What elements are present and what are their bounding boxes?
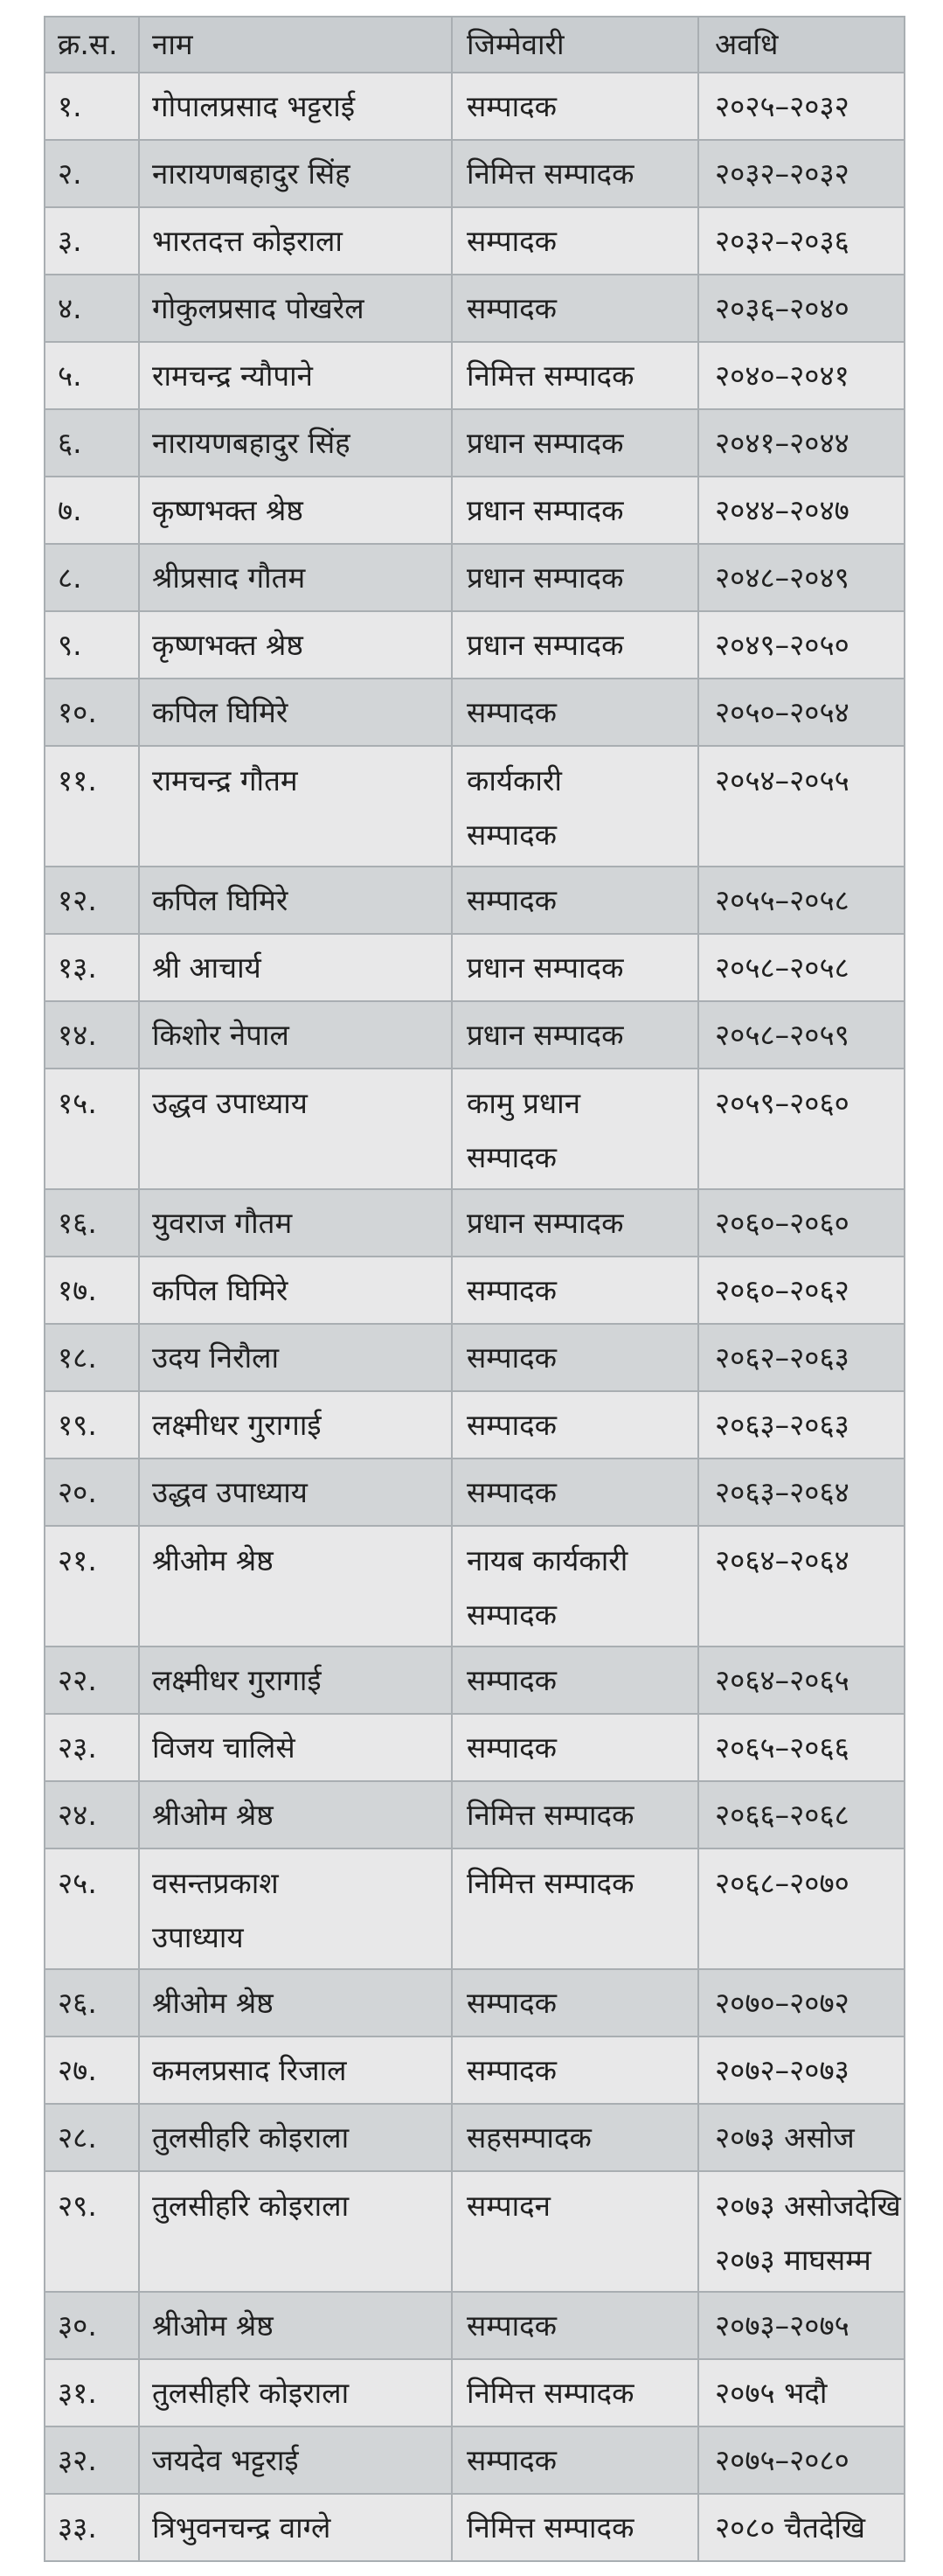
table-row bbox=[45, 140, 905, 207]
cell-line: २०६४–२०६५ bbox=[715, 1662, 849, 1697]
table-row bbox=[45, 275, 905, 342]
serial-cell: ९. bbox=[45, 611, 139, 679]
responsibility-cell bbox=[452, 409, 698, 477]
cell-line: सम्पादक bbox=[467, 1407, 557, 1442]
cell-line: २०८० चैतदेखि bbox=[715, 2510, 865, 2545]
table-row bbox=[45, 73, 905, 140]
table-row bbox=[45, 2104, 905, 2171]
cell-line: निमित्त सम्पादक bbox=[467, 1866, 634, 1900]
table-row bbox=[45, 342, 905, 409]
name-cell bbox=[139, 207, 452, 275]
serial-cell: २६. bbox=[45, 1969, 139, 2036]
header-row bbox=[45, 17, 905, 73]
cell-line: सम्पादक bbox=[467, 223, 557, 258]
name-cell bbox=[139, 1848, 452, 1969]
table-row bbox=[45, 679, 905, 746]
serial-cell: ६. bbox=[45, 409, 139, 477]
cell-line: कृष्णभक्त श्रेष्ठ bbox=[152, 492, 303, 527]
table-row bbox=[45, 2426, 905, 2494]
period-cell bbox=[698, 275, 905, 342]
cell-line: २०७३ असोजदेखि bbox=[715, 2189, 901, 2223]
period-cell bbox=[698, 1848, 905, 1969]
cell-line: तुलसीहरि कोइराला bbox=[152, 2189, 350, 2223]
name-cell bbox=[139, 1324, 452, 1391]
cell-line: गोपालप्रसाद भट्टराई bbox=[152, 88, 356, 123]
period-cell bbox=[698, 207, 905, 275]
name-cell bbox=[139, 409, 452, 477]
cell-line: २०६०–२०६२ bbox=[715, 1272, 849, 1307]
responsibility-cell bbox=[452, 1969, 698, 2036]
table-row bbox=[45, 1257, 905, 1324]
cell-line: प्रधान सम्पादक bbox=[467, 560, 624, 595]
cell-line: कपिल घिमिरे bbox=[152, 694, 288, 729]
period-cell bbox=[698, 140, 905, 207]
cell-line: २०३६–२०४० bbox=[715, 290, 849, 325]
responsibility-cell bbox=[452, 342, 698, 409]
cell-line: भारतदत्त कोइराला bbox=[152, 223, 343, 258]
cell-line: सम्पादन bbox=[467, 2189, 551, 2223]
serial-cell: २२. bbox=[45, 1647, 139, 1714]
cell-line: २०६५–२०६६ bbox=[715, 1730, 849, 1765]
period-cell bbox=[698, 2426, 905, 2494]
serial-cell: २५. bbox=[45, 1848, 139, 1969]
table-row bbox=[45, 544, 905, 611]
cell-line: निमित्त सम्पादक bbox=[467, 2510, 634, 2545]
serial-cell: ३३. bbox=[45, 2494, 139, 2561]
serial-cell: १७. bbox=[45, 1257, 139, 1324]
cell-line: २०६३–२०६४ bbox=[715, 1474, 849, 1509]
responsibility-cell bbox=[452, 2426, 698, 2494]
name-cell bbox=[139, 2292, 452, 2359]
name-cell bbox=[139, 1526, 452, 1647]
cell-line: प्रधान सम्पादक bbox=[467, 627, 624, 662]
period-cell bbox=[698, 1781, 905, 1848]
cell-line: उपाध्याय bbox=[152, 1920, 244, 1954]
cell-line: सम्पादक bbox=[467, 2308, 557, 2343]
responsibility-cell bbox=[452, 1069, 698, 1189]
cell-line: जयदेव भट्टराई bbox=[152, 2442, 299, 2477]
responsibility-cell bbox=[452, 2494, 698, 2561]
responsibility-cell bbox=[452, 2036, 698, 2104]
responsibility-cell bbox=[452, 1714, 698, 1781]
cell-line: किशोर नेपाल bbox=[152, 1017, 289, 1052]
table-row bbox=[45, 477, 905, 544]
header-period: अवधि bbox=[698, 17, 905, 73]
cell-line: श्रीओम श्रेष्ठ bbox=[152, 2308, 274, 2343]
name-cell bbox=[139, 1001, 452, 1069]
cell-line: रामचन्द्र गौतम bbox=[152, 763, 298, 797]
period-cell bbox=[698, 1459, 905, 1526]
cell-line: त्रिभुवनचन्द्र वाग्ले bbox=[152, 2510, 331, 2545]
cell-line: कमलप्रसाद रिजाल bbox=[152, 2052, 347, 2087]
serial-cell: ३०. bbox=[45, 2292, 139, 2359]
cell-line: २०७३ माघसम्म bbox=[715, 2243, 871, 2277]
cell-line: २०६३–२०६३ bbox=[715, 1407, 849, 1442]
serial-cell: १८. bbox=[45, 1324, 139, 1391]
responsibility-cell bbox=[452, 477, 698, 544]
cell-line: कृष्णभक्त श्रेष्ठ bbox=[152, 627, 303, 662]
cell-line: २०२५–२०३२ bbox=[715, 88, 849, 123]
cell-line: श्रीप्रसाद गौतम bbox=[152, 560, 306, 595]
responsibility-cell bbox=[452, 1001, 698, 1069]
cell-line: सम्पादक bbox=[467, 882, 557, 917]
cell-line: २०५०–२०५४ bbox=[715, 694, 849, 729]
serial-cell: ४. bbox=[45, 275, 139, 342]
cell-line: सम्पादक bbox=[467, 1598, 557, 1632]
responsibility-cell bbox=[452, 1647, 698, 1714]
cell-line: प्रधान सम्पादक bbox=[467, 1017, 624, 1052]
period-cell bbox=[698, 1069, 905, 1189]
cell-line: कपिल घिमिरे bbox=[152, 882, 288, 917]
responsibility-cell bbox=[452, 1257, 698, 1324]
serial-cell: १९. bbox=[45, 1391, 139, 1459]
cell-line: २०५९–२०६० bbox=[715, 1086, 849, 1120]
serial-cell: २९. bbox=[45, 2171, 139, 2292]
responsibility-cell bbox=[452, 207, 698, 275]
name-cell bbox=[139, 1189, 452, 1257]
period-cell bbox=[698, 544, 905, 611]
serial-cell: ३. bbox=[45, 207, 139, 275]
responsibility-cell bbox=[452, 2171, 698, 2292]
cell-line: २०६४–२०६४ bbox=[715, 1543, 849, 1577]
table-row bbox=[45, 1069, 905, 1189]
name-cell bbox=[139, 611, 452, 679]
table-row bbox=[45, 1001, 905, 1069]
cell-line: २०७५ भदौ bbox=[715, 2375, 828, 2410]
responsibility-cell bbox=[452, 611, 698, 679]
cell-line: युवराज गौतम bbox=[152, 1205, 293, 1240]
table-row bbox=[45, 2036, 905, 2104]
cell-line: २०७३–२०७५ bbox=[715, 2308, 849, 2343]
cell-line: लक्ष्मीधर गुरागाई bbox=[152, 1662, 322, 1697]
cell-line: सम्पादक bbox=[467, 2052, 557, 2087]
cell-line: निमित्त सम्पादक bbox=[467, 358, 634, 393]
table-row bbox=[45, 1459, 905, 1526]
cell-line: सम्पादक bbox=[467, 290, 557, 325]
serial-cell: १२. bbox=[45, 867, 139, 934]
responsibility-cell bbox=[452, 746, 698, 867]
cell-line: नारायणबहादुर सिंह bbox=[152, 156, 350, 191]
responsibility-cell bbox=[452, 140, 698, 207]
cell-line: वसन्तप्रकाश bbox=[152, 1866, 279, 1900]
cell-line: तुलसीहरि कोइराला bbox=[152, 2120, 350, 2155]
cell-line: २०४०–२०४१ bbox=[715, 358, 849, 393]
serial-cell: २७. bbox=[45, 2036, 139, 2104]
cell-line: २०७५–२०८० bbox=[715, 2442, 849, 2477]
serial-cell: १६. bbox=[45, 1189, 139, 1257]
cell-line: कार्यकारी bbox=[467, 763, 562, 797]
name-cell bbox=[139, 1714, 452, 1781]
table-row bbox=[45, 1781, 905, 1848]
cell-line: २०४१–२०४४ bbox=[715, 425, 849, 460]
cell-line: सम्पादक bbox=[467, 1730, 557, 1765]
serial-cell: २०. bbox=[45, 1459, 139, 1526]
name-cell bbox=[139, 746, 452, 867]
responsibility-cell bbox=[452, 1526, 698, 1647]
cell-line: प्रधान सम्पादक bbox=[467, 1205, 624, 1240]
table-row bbox=[45, 1391, 905, 1459]
table-row bbox=[45, 1969, 905, 2036]
table-row bbox=[45, 1647, 905, 1714]
cell-line: कपिल घिमिरे bbox=[152, 1272, 288, 1307]
editors-table bbox=[44, 16, 905, 2562]
table-row bbox=[45, 1714, 905, 1781]
responsibility-cell bbox=[452, 679, 698, 746]
table-row bbox=[45, 207, 905, 275]
table-body bbox=[45, 17, 905, 2561]
cell-line: सम्पादक bbox=[467, 1662, 557, 1697]
serial-cell: ११. bbox=[45, 746, 139, 867]
cell-line: लक्ष्मीधर गुरागाई bbox=[152, 1407, 322, 1442]
serial-cell: ३१. bbox=[45, 2359, 139, 2426]
period-cell bbox=[698, 1526, 905, 1647]
responsibility-cell bbox=[452, 934, 698, 1001]
period-cell bbox=[698, 2359, 905, 2426]
period-cell bbox=[698, 1391, 905, 1459]
responsibility-cell bbox=[452, 2359, 698, 2426]
responsibility-cell bbox=[452, 73, 698, 140]
responsibility-cell bbox=[452, 2104, 698, 2171]
serial-cell: १४. bbox=[45, 1001, 139, 1069]
responsibility-cell bbox=[452, 1189, 698, 1257]
period-cell bbox=[698, 477, 905, 544]
responsibility-cell bbox=[452, 2292, 698, 2359]
table-row bbox=[45, 1189, 905, 1257]
table-row bbox=[45, 1526, 905, 1647]
responsibility-cell bbox=[452, 1459, 698, 1526]
responsibility-cell bbox=[452, 1781, 698, 1848]
period-cell bbox=[698, 1714, 905, 1781]
cell-line: २०६८–२०७० bbox=[715, 1866, 849, 1900]
period-cell bbox=[698, 2292, 905, 2359]
name-cell bbox=[139, 679, 452, 746]
table-row bbox=[45, 2171, 905, 2292]
cell-line: श्रीओम श्रेष्ठ bbox=[152, 1985, 274, 2020]
serial-cell: २४. bbox=[45, 1781, 139, 1848]
table-row bbox=[45, 2359, 905, 2426]
period-cell bbox=[698, 409, 905, 477]
name-cell bbox=[139, 1459, 452, 1526]
period-cell bbox=[698, 73, 905, 140]
serial-cell: १५. bbox=[45, 1069, 139, 1189]
period-cell bbox=[698, 679, 905, 746]
cell-line: नायब कार्यकारी bbox=[467, 1543, 628, 1577]
cell-line: सम्पादक bbox=[467, 1474, 557, 1509]
name-cell bbox=[139, 342, 452, 409]
cell-line: उद्धव उपाध्याय bbox=[152, 1086, 308, 1120]
period-cell bbox=[698, 1647, 905, 1714]
table-row bbox=[45, 409, 905, 477]
serial-cell: ३२. bbox=[45, 2426, 139, 2494]
cell-line: २०४८–२०४९ bbox=[715, 560, 849, 595]
cell-line: २०४९–२०५० bbox=[715, 627, 849, 662]
cell-line: उदय निरौला bbox=[152, 1340, 280, 1375]
cell-line: २०७०–२०७२ bbox=[715, 1985, 849, 2020]
period-cell bbox=[698, 2036, 905, 2104]
period-cell bbox=[698, 746, 905, 867]
cell-line: नारायणबहादुर सिंह bbox=[152, 425, 350, 460]
name-cell bbox=[139, 140, 452, 207]
header-name: नाम bbox=[139, 17, 452, 73]
table-row bbox=[45, 867, 905, 934]
table-row bbox=[45, 746, 905, 867]
cell-line: विजय चालिसे bbox=[152, 1730, 295, 1765]
name-cell bbox=[139, 2171, 452, 2292]
cell-line: निमित्त सम्पादक bbox=[467, 1797, 634, 1832]
cell-line: सम्पादक bbox=[467, 1340, 557, 1375]
name-cell bbox=[139, 1257, 452, 1324]
cell-line: सम्पादक bbox=[467, 88, 557, 123]
serial-cell: ७. bbox=[45, 477, 139, 544]
cell-line: श्रीओम श्रेष्ठ bbox=[152, 1543, 274, 1577]
responsibility-cell bbox=[452, 1391, 698, 1459]
name-cell bbox=[139, 934, 452, 1001]
cell-line: २०६६–२०६८ bbox=[715, 1797, 849, 1832]
cell-line: २०६०–२०६० bbox=[715, 1205, 849, 1240]
name-cell bbox=[139, 1647, 452, 1714]
cell-line: २०५८–२०५९ bbox=[715, 1017, 849, 1052]
cell-line: २०५४–२०५५ bbox=[715, 763, 849, 797]
period-cell bbox=[698, 1001, 905, 1069]
name-cell bbox=[139, 1391, 452, 1459]
cell-line: २०५८–२०५८ bbox=[715, 950, 849, 985]
name-cell bbox=[139, 2036, 452, 2104]
serial-cell: २१. bbox=[45, 1526, 139, 1647]
name-cell bbox=[139, 275, 452, 342]
table-row bbox=[45, 2292, 905, 2359]
cell-line: तुलसीहरि कोइराला bbox=[152, 2375, 350, 2410]
cell-line: निमित्त सम्पादक bbox=[467, 2375, 634, 2410]
name-cell bbox=[139, 1969, 452, 2036]
cell-line: २०५५–२०५८ bbox=[715, 882, 849, 917]
cell-line: २०७३ असोज bbox=[715, 2120, 855, 2155]
name-cell bbox=[139, 1069, 452, 1189]
cell-line: २०७२–२०७३ bbox=[715, 2052, 849, 2087]
name-cell bbox=[139, 544, 452, 611]
cell-line: कामु प्रधान bbox=[467, 1086, 581, 1120]
cell-line: प्रधान सम्पादक bbox=[467, 950, 624, 985]
responsibility-cell bbox=[452, 1848, 698, 1969]
cell-line: सम्पादक bbox=[467, 818, 557, 852]
cell-line: सहसम्पादक bbox=[467, 2120, 592, 2155]
responsibility-cell bbox=[452, 867, 698, 934]
name-cell bbox=[139, 2494, 452, 2561]
cell-line: सम्पादक bbox=[467, 1272, 557, 1307]
header-serial: क्र.स. bbox=[45, 17, 139, 73]
period-cell bbox=[698, 1969, 905, 2036]
serial-cell: २. bbox=[45, 140, 139, 207]
cell-line: उद्धव उपाध्याय bbox=[152, 1474, 308, 1509]
cell-line: निमित्त सम्पादक bbox=[467, 156, 634, 191]
cell-line: सम्पादक bbox=[467, 2442, 557, 2477]
period-cell bbox=[698, 1257, 905, 1324]
cell-line: २०३२–२०३६ bbox=[715, 223, 849, 258]
cell-line: श्री आचार्य bbox=[152, 950, 261, 985]
cell-line: सम्पादक bbox=[467, 694, 557, 729]
cell-line: २०३२–२०३२ bbox=[715, 156, 849, 191]
period-cell bbox=[698, 342, 905, 409]
period-cell bbox=[698, 934, 905, 1001]
responsibility-cell bbox=[452, 1324, 698, 1391]
period-cell bbox=[698, 2104, 905, 2171]
name-cell bbox=[139, 73, 452, 140]
responsibility-cell bbox=[452, 544, 698, 611]
name-cell bbox=[139, 1781, 452, 1848]
period-cell bbox=[698, 1324, 905, 1391]
cell-line: प्रधान सम्पादक bbox=[467, 425, 624, 460]
cell-line: प्रधान सम्पादक bbox=[467, 492, 624, 527]
table-row bbox=[45, 1324, 905, 1391]
table-row bbox=[45, 1848, 905, 1969]
name-cell bbox=[139, 477, 452, 544]
serial-cell: १०. bbox=[45, 679, 139, 746]
serial-cell: ५. bbox=[45, 342, 139, 409]
table-row bbox=[45, 2494, 905, 2561]
name-cell bbox=[139, 2104, 452, 2171]
cell-line: गोकुलप्रसाद पोखरेल bbox=[152, 290, 364, 325]
name-cell bbox=[139, 2359, 452, 2426]
table-row bbox=[45, 611, 905, 679]
name-cell bbox=[139, 2426, 452, 2494]
serial-cell: १३. bbox=[45, 934, 139, 1001]
name-cell bbox=[139, 867, 452, 934]
serial-cell: २३. bbox=[45, 1714, 139, 1781]
cell-line: २०६२–२०६३ bbox=[715, 1340, 849, 1375]
table-row bbox=[45, 934, 905, 1001]
period-cell bbox=[698, 1189, 905, 1257]
cell-line: श्रीओम श्रेष्ठ bbox=[152, 1797, 274, 1832]
serial-cell: ८. bbox=[45, 544, 139, 611]
cell-line: २०४४–२०४७ bbox=[715, 492, 849, 527]
header-responsibility: जिम्मेवारी bbox=[452, 17, 698, 73]
cell-line: रामचन्द्र न्यौपाने bbox=[152, 358, 313, 393]
period-cell bbox=[698, 2171, 905, 2292]
period-cell bbox=[698, 2494, 905, 2561]
serial-cell: १. bbox=[45, 73, 139, 140]
period-cell bbox=[698, 867, 905, 934]
serial-cell: २८. bbox=[45, 2104, 139, 2171]
cell-line: सम्पादक bbox=[467, 1140, 557, 1174]
responsibility-cell bbox=[452, 275, 698, 342]
cell-line: सम्पादक bbox=[467, 1985, 557, 2020]
period-cell bbox=[698, 611, 905, 679]
